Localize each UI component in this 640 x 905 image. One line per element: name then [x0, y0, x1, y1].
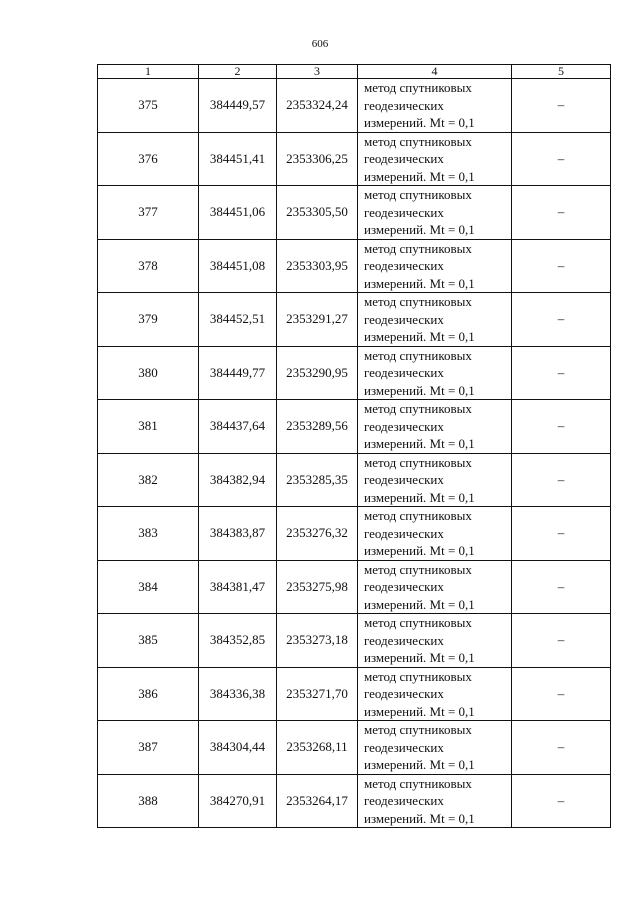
x-coordinate-cell: 384452,51 — [199, 293, 277, 347]
point-number-cell: 380 — [98, 346, 199, 400]
method-text-line: измерений. Mt = 0,1 — [364, 115, 475, 130]
table-row — [98, 453, 611, 507]
x-coordinate-cell: 384451,08 — [199, 239, 277, 293]
note-cell: – — [512, 293, 611, 347]
method-text-line: метод спутниковых — [364, 187, 472, 202]
table-row — [98, 79, 611, 133]
point-number-cell: 375 — [98, 79, 199, 133]
method-text-line: метод спутниковых — [364, 668, 472, 684]
note-cell: – — [512, 560, 611, 614]
y-coordinate-cell: 2353264,17 — [277, 774, 358, 828]
note-cell: – — [512, 507, 611, 561]
point-number-cell: 385 — [98, 614, 199, 668]
method-text-line: метод спутниковых — [364, 80, 472, 95]
column-header-2: 2 — [199, 65, 277, 79]
method-text-line: геодезических — [364, 525, 444, 541]
method-text-line: геодезических — [364, 204, 444, 220]
method-text-line: метод спутниковых — [364, 775, 472, 791]
method-text-line: метод спутниковых — [364, 401, 472, 416]
point-number-cell: 387 — [98, 721, 199, 775]
x-coordinate-cell: 384451,41 — [199, 132, 277, 186]
page-number: 606 — [311, 38, 329, 50]
method-text-line: измерений. Mt = 0,1 — [364, 650, 475, 665]
method-text-line: измерений. Mt = 0,1 — [364, 329, 475, 344]
method-text-line: геодезических — [364, 686, 444, 701]
y-coordinate-cell: 2353290,95 — [277, 346, 358, 400]
method-text-line: измерений. Mt = 0,1 — [364, 703, 475, 719]
method-text-line: измерений. Mt = 0,1 — [364, 275, 475, 291]
table-row — [98, 239, 611, 293]
note-cell: – — [512, 79, 611, 133]
point-number-cell: 384 — [98, 560, 199, 614]
point-number-cell: 388 — [98, 774, 199, 828]
method-cell — [358, 667, 512, 721]
method-cell — [358, 293, 512, 347]
point-number-cell: 382 — [98, 453, 199, 507]
table-header-row — [98, 65, 611, 79]
y-coordinate-cell: 2353291,27 — [277, 293, 358, 347]
y-coordinate-cell: 2353324,24 — [277, 79, 358, 133]
x-coordinate-cell: 384383,87 — [199, 507, 277, 561]
x-coordinate-cell: 384336,38 — [199, 667, 277, 721]
method-text-line: метод спутниковых — [364, 133, 472, 149]
note-cell: – — [512, 721, 611, 775]
column-header-5: 5 — [512, 65, 611, 79]
method-cell — [358, 132, 512, 186]
x-coordinate-cell: 384270,91 — [199, 774, 277, 828]
method-text-line: геодезических — [364, 739, 444, 755]
method-text-line: геодезических — [364, 258, 444, 273]
point-number-cell: 379 — [98, 293, 199, 347]
method-text-line: геодезических — [364, 418, 444, 434]
y-coordinate-cell: 2353289,56 — [277, 400, 358, 454]
note-cell: – — [512, 614, 611, 668]
note-cell: – — [512, 667, 611, 721]
y-coordinate-cell: 2353271,70 — [277, 667, 358, 721]
x-coordinate-cell: 384437,64 — [199, 400, 277, 454]
table-row — [98, 614, 611, 668]
method-cell — [358, 79, 512, 133]
y-coordinate-cell: 2353305,50 — [277, 186, 358, 240]
method-text-line: измерений. Mt = 0,1 — [364, 436, 475, 451]
note-cell: – — [512, 400, 611, 454]
table-row — [98, 132, 611, 186]
x-coordinate-cell: 384304,44 — [199, 721, 277, 775]
point-number-cell: 378 — [98, 239, 199, 293]
column-header-4: 4 — [358, 65, 512, 79]
x-coordinate-cell: 384451,06 — [199, 186, 277, 240]
column-header-3: 3 — [277, 65, 358, 79]
method-cell — [358, 453, 512, 507]
method-text-line: метод спутниковых — [364, 561, 472, 577]
x-coordinate-cell: 384352,85 — [199, 614, 277, 668]
note-cell: – — [512, 132, 611, 186]
method-text-line: метод спутниковых — [364, 454, 472, 470]
method-text-line: измерений. Mt = 0,1 — [364, 810, 475, 826]
method-text-line: геодезических — [364, 311, 444, 327]
y-coordinate-cell: 2353285,35 — [277, 453, 358, 507]
method-text-line: измерений. Mt = 0,1 — [364, 489, 475, 505]
y-coordinate-cell: 2353268,11 — [277, 721, 358, 775]
method-cell — [358, 186, 512, 240]
method-text-line: геодезических — [364, 365, 444, 380]
method-text-line: метод спутниковых — [364, 294, 472, 309]
table-row — [98, 400, 611, 454]
table-row — [98, 774, 611, 828]
point-number-cell: 381 — [98, 400, 199, 454]
note-cell: – — [512, 186, 611, 240]
table-row — [98, 721, 611, 775]
point-number-cell: 386 — [98, 667, 199, 721]
method-text-line: метод спутниковых — [364, 615, 472, 630]
note-cell: – — [512, 774, 611, 828]
y-coordinate-cell: 2353276,32 — [277, 507, 358, 561]
y-coordinate-cell: 2353275,98 — [277, 560, 358, 614]
y-coordinate-cell: 2353303,95 — [277, 239, 358, 293]
method-cell — [358, 721, 512, 775]
method-cell — [358, 400, 512, 454]
method-text-line: геодезических — [364, 472, 444, 487]
table-row — [98, 667, 611, 721]
method-text-line: метод спутниковых — [364, 722, 472, 737]
method-cell — [358, 560, 512, 614]
method-text-line: метод спутниковых — [364, 347, 472, 363]
table-body — [98, 79, 611, 828]
method-text-line: геодезических — [364, 151, 444, 166]
note-cell: – — [512, 346, 611, 400]
column-header-1: 1 — [98, 65, 199, 79]
method-cell — [358, 346, 512, 400]
method-text-line: измерений. Mt = 0,1 — [364, 382, 475, 398]
coordinates-table — [97, 64, 611, 828]
method-cell — [358, 614, 512, 668]
method-text-line: геодезических — [364, 793, 444, 808]
method-text-line: геодезических — [364, 632, 444, 648]
point-number-cell: 383 — [98, 507, 199, 561]
method-text-line: измерений. Mt = 0,1 — [364, 757, 475, 772]
method-text-line: метод спутниковых — [364, 508, 472, 523]
x-coordinate-cell: 384382,94 — [199, 453, 277, 507]
method-text-line: геодезических — [364, 97, 444, 113]
table-row — [98, 293, 611, 347]
method-cell — [358, 239, 512, 293]
note-cell: – — [512, 239, 611, 293]
table-row — [98, 507, 611, 561]
method-cell — [358, 774, 512, 828]
note-cell: – — [512, 453, 611, 507]
method-text-line: измерений. Mt = 0,1 — [364, 596, 475, 612]
method-text-line: геодезических — [364, 579, 444, 594]
table-row — [98, 186, 611, 240]
point-number-cell: 377 — [98, 186, 199, 240]
method-text-line: измерений. Mt = 0,1 — [364, 543, 475, 558]
method-cell — [358, 507, 512, 561]
method-text-line: измерений. Mt = 0,1 — [364, 168, 475, 184]
method-text-line: измерений. Mt = 0,1 — [364, 222, 475, 237]
y-coordinate-cell: 2353306,25 — [277, 132, 358, 186]
y-coordinate-cell: 2353273,18 — [277, 614, 358, 668]
table-row — [98, 560, 611, 614]
point-number-cell: 376 — [98, 132, 199, 186]
method-text-line: метод спутниковых — [364, 240, 472, 256]
x-coordinate-cell: 384449,57 — [199, 79, 277, 133]
table-row — [98, 346, 611, 400]
x-coordinate-cell: 384449,77 — [199, 346, 277, 400]
x-coordinate-cell: 384381,47 — [199, 560, 277, 614]
